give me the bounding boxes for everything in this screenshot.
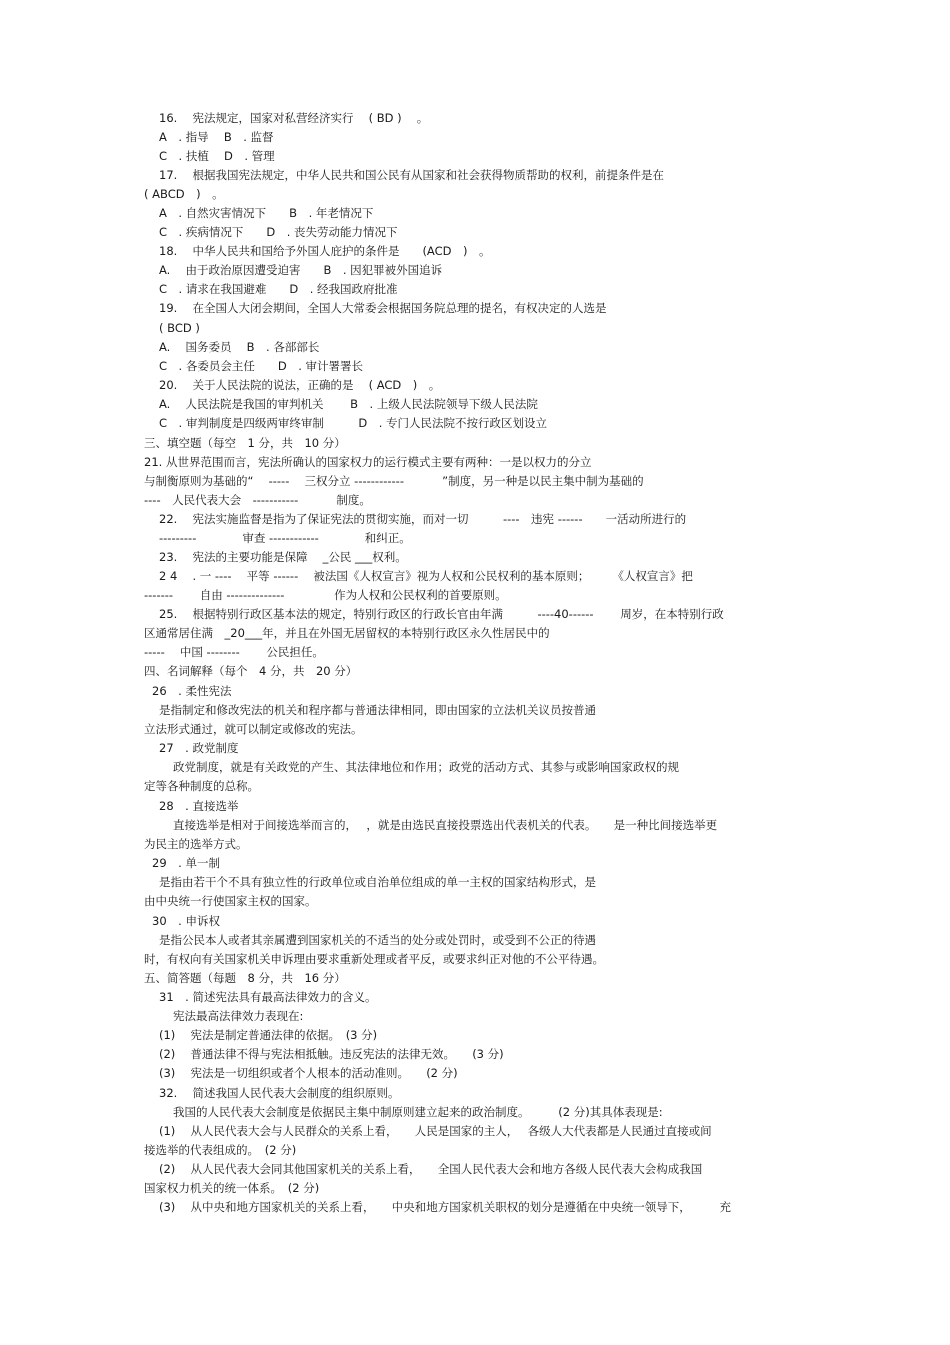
text-line: 25. 根据特别行政区基本法的规定，特别行政区的行政长官由年满 ----40------ 周岁，在本特别行政 (159, 607, 724, 621)
text-line: 为民主的选举方式。 (144, 837, 248, 851)
text-line: --------- 审查 ------------ 和纠正。 (159, 531, 411, 545)
text-line: 接选举的代表组成的。 (2 分) (144, 1143, 297, 1157)
text-line: A. 人民法院是我国的审判机关 B . 上级人民法院领导下级人民法院 (159, 397, 538, 411)
text-line: 30 . 申诉权 (152, 914, 220, 928)
text-line: 立法形式通过，就可以制定或修改的宪法。 (144, 722, 363, 736)
text-line: 19. 在全国人大闭会期间，全国人大常委会根据国务院总理的提名，有权决定的人选是 (159, 301, 607, 315)
text-line: 18. 中华人民共和国给予外国人庇护的条件是 (ACD ) 。 (159, 244, 491, 258)
text-line: 26 . 柔性宪法 (152, 684, 232, 698)
text-line: A. 国务委员 B . 各部部长 (159, 340, 320, 354)
text-line: 五、简答题（每题 8 分，共 16 分） (144, 971, 346, 985)
text-line: (3) 宪法是一切组织或者个人根本的活动准则。 (2 分) (159, 1066, 458, 1080)
text-line: A . 自然灾害情况下 B . 年老情况下 (159, 206, 374, 220)
text-line: 我国的人民代表大会制度是依据民主集中制原则建立起来的政治制度。 (2 分)其具体表现是: (173, 1105, 663, 1119)
text-line: 27 . 政党制度 (159, 741, 239, 755)
text-line: ------- 自由 -------------- 作为人权和公民权利的首要原则。 (144, 588, 507, 602)
text-line: 20. 关于人民法院的说法，正确的是 ( ACD ) 。 (159, 378, 441, 392)
text-line: (3) 从中央和地方国家机关的关系上看， 中央和地方国家机关职权的划分是遵循在中央统一领导下， 充 (159, 1200, 731, 1214)
text-line: ( BCD ) (159, 321, 200, 335)
text-line: C . 请求在我国避难 D . 经我国政府批准 (159, 282, 398, 296)
text-line: 由中央统一行使国家主权的国家。 (144, 894, 317, 908)
text-line: 宪法最高法律效力表现在: (173, 1009, 304, 1023)
text-line: 16. 宪法规定，国家对私营经济实行 ( BD ) 。 (159, 111, 429, 125)
text-line: 32. 简述我国人民代表大会制度的组织原则。 (159, 1086, 400, 1100)
text-line: 直接选举是相对于间接选举而言的， ，就是由选民直接投票选出代表机关的代表。 是一种比间接选举更 (173, 818, 718, 832)
text-line: (2) 从人民代表大会同其他国家机关的关系上看， 全国人民代表大会和地方各级人民代表大会构成我国 (159, 1162, 703, 1176)
text-line: C . 审判制度是四级两审终审制 D . 专门人民法院不按行政区划设立 (159, 416, 548, 430)
text-line: 是指公民本人或者其亲属遭到国家机关的不适当的处分或处罚时，或受到不公正的待遇 (159, 933, 596, 947)
text-line: 21. 从世界范围而言，宪法所确认的国家权力的运行模式主要有两种：一是以权力的分立 (144, 455, 592, 469)
text-line: 29 . 单一制 (152, 856, 220, 870)
text-line: C . 扶植 D . 管理 (159, 149, 275, 163)
text-line: 定等各种制度的总称。 (144, 779, 259, 793)
text-line: (1) 宪法是制定普通法律的依据。 (3 分) (159, 1028, 378, 1042)
text-line: 时，有权向有关国家机关申诉理由要求重新处理或者平反，或要求纠正对他的不公平待遇。 (144, 952, 604, 966)
text-line: 是指制定和修改宪法的机关和程序都与普通法律相同，即由国家的立法机关议员按普通 (159, 703, 596, 717)
text-line: 政党制度，就是有关政党的产生、其法律地位和作用；政党的活动方式、其参与或影响国家政权的规 (173, 760, 679, 774)
text-line: A . 指导 B . 监督 (159, 130, 274, 144)
text-line: 是指由若干个不具有独立性的行政单位或自治单位组成的单一主权的国家结构形式，是 (159, 875, 596, 889)
text-line: ----- 中国 -------- 公民担任。 (144, 645, 324, 659)
text-line: C . 疾病情况下 D . 丧失劳动能力情况下 (159, 225, 398, 239)
text-line: 三、填空题（每空 1 分，共 10 分） (144, 436, 346, 450)
text-line: (1) 从人民代表大会与人民群众的关系上看， 人民是国家的主人， 各级人大代表都是人民通过直接或间 (159, 1124, 712, 1138)
text-line: A. 由于政治原因遭受迫害 B . 因犯罪被外国追诉 (159, 263, 443, 277)
text-line: 区通常居住满 _20___年，并且在外国无居留权的本特别行政区永久性居民中的 (144, 626, 550, 640)
text-line: 17. 根据我国宪法规定，中华人民共和国公民有从国家和社会获得物质帮助的权利，前提条件是在 (159, 168, 664, 182)
text-line: C . 各委员会主任 D . 审计署署长 (159, 359, 364, 373)
text-line: 国家权力机关的统一体系。 (2 分) (144, 1181, 320, 1195)
text-line: 22. 宪法实施监督是指为了保证宪法的贯彻实施，而对一切 ---- 违宪 ------ 一活动所进行的 (159, 512, 687, 526)
text-line: ( ABCD ) 。 (144, 187, 224, 201)
text-line: 四、名词解释（每个 4 分，共 20 分） (144, 664, 358, 678)
text-line: (2) 普通法律不得与宪法相抵触。违反宪法的法律无效。 (3 分) (159, 1047, 504, 1061)
text-line: 28 . 直接选举 (159, 799, 239, 813)
text-line: 2 4 . 一 ---- 平等 ------ 被法国《人权宣言》视为人权和公民权利的基本原则； 《人权宣言》把 (159, 569, 693, 583)
text-line: ---- 人民代表大会 ----------- 制度。 (144, 493, 371, 507)
text-line: 23. 宪法的主要功能是保障 _公民 ___权利。 (159, 550, 407, 564)
text-line: 31 . 简述宪法具有最高法律效力的含义。 (159, 990, 377, 1004)
text-line: 与制衡原则为基础的“ ----- 三权分立 ------------ ”制度，另一种是以民主集中制为基础的 (144, 474, 644, 488)
